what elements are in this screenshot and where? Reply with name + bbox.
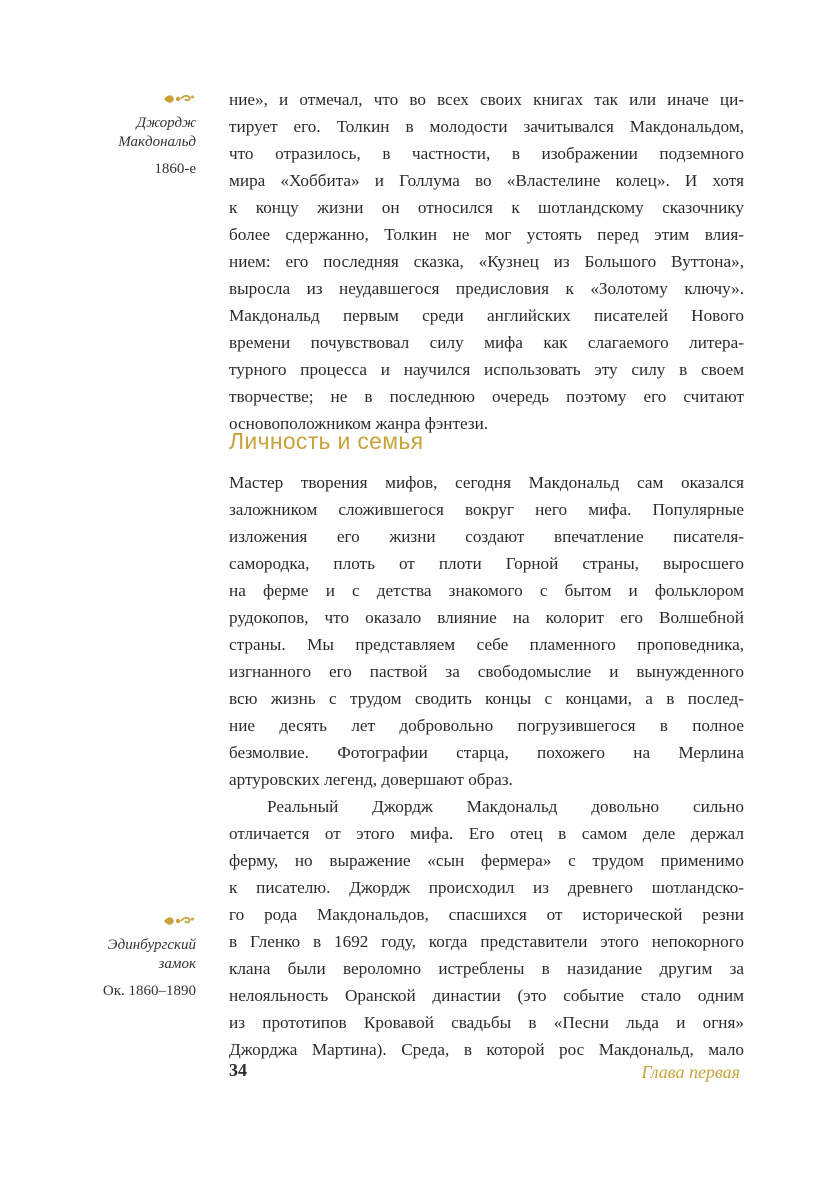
margin-date: 1860-е bbox=[154, 161, 196, 177]
fleuron-ornament-icon bbox=[56, 92, 196, 108]
text-line: самородка, плоть от плоти Горной страны, выросшего bbox=[229, 554, 744, 573]
text-line: Мастер творения мифов, сегодня Макдональд сам оказался bbox=[229, 473, 744, 492]
text-line: к писателю. Джордж происходил из древнего шотландско- bbox=[229, 878, 744, 897]
text-line: на ферме и с детства знакомого с бытом и фольклором bbox=[229, 581, 744, 600]
text-line: ферму, но выражение «сын фермера» с трудом применимо bbox=[229, 851, 744, 870]
text-line: Джорджа Мартина). Среда, в которой рос Макдональд, мало bbox=[229, 1040, 744, 1059]
text-line: Макдональд первым среди английских писателей Нового bbox=[229, 306, 744, 325]
text-line: более сдержанно, Толкин не мог устоять перед этим влия- bbox=[229, 225, 744, 244]
text-line: изложения его жизни создают впечатление писателя- bbox=[229, 527, 744, 546]
text-line: отличается от этого мифа. Его отец в самом деле держал bbox=[229, 824, 744, 843]
text-line: рудокопов, что оказало влияние на колорит его Волшебной bbox=[229, 608, 744, 627]
text-line: ние десять лет добровольно погрузившегося в полное bbox=[229, 716, 744, 735]
text-line: основоположником жанра фэнтези. bbox=[229, 414, 489, 433]
text-line: го рода Макдональдов, спасшихся от исторической резни bbox=[229, 905, 744, 924]
text-line: ние», и отмечал, что во всех своих книгах так или иначе ци- bbox=[229, 90, 744, 109]
text-line: изгнанного его паствой за свободомыслие и вынужденного bbox=[229, 662, 744, 681]
text-line: артуровских легенд, довершают образ. bbox=[229, 770, 513, 789]
text-line: в Гленко в 1692 году, когда представители этого непокорного bbox=[229, 932, 744, 951]
text-line: турного процесса и научился использовать эту силу в своем bbox=[229, 360, 744, 379]
text-line: к концу жизни он относился к шотландскому сказочнику bbox=[229, 198, 744, 217]
body-text-block-1 bbox=[229, 86, 744, 437]
text-line: нелояльность Оранской династии (это событие стало одним bbox=[229, 986, 744, 1005]
text-line: тирует его. Толкин в молодости зачитывался Макдональдом, bbox=[229, 117, 744, 136]
text-line: Реальный Джордж Макдональд довольно сильно bbox=[267, 797, 744, 816]
text-line: клана были вероломно истреблены в назидание другим за bbox=[229, 959, 744, 978]
text-line: безмолвие. Фотографии старца, похожего на Мерлина bbox=[229, 743, 744, 762]
text-line: времени почувствовал силу мифа как слагаемого литера- bbox=[229, 333, 744, 352]
text-line: всю жизнь с трудом сводить концы с концами, а в послед- bbox=[229, 689, 744, 708]
text-line: что отразилось, в частности, в изображении подземного bbox=[229, 144, 744, 163]
text-line: страны. Мы представляем себе пламенного проповедника, bbox=[229, 635, 744, 654]
text-line: выросла из неудавшегося предисловия к «Золотому ключу». bbox=[229, 279, 744, 298]
text-line: нием: его последняя сказка, «Кузнец из Большого Вуттона», bbox=[229, 252, 744, 271]
margin-caption: Джордж Макдональд bbox=[118, 115, 196, 150]
text-line: творчестве; не в последнюю очередь поэтому его считают bbox=[229, 387, 744, 406]
fleuron-ornament-icon bbox=[56, 914, 196, 930]
margin-date: Ок. 1860–1890 bbox=[102, 983, 196, 999]
text-line: из прототипов Кровавой свадьбы в «Песни льда и огня» bbox=[229, 1013, 744, 1032]
text-line: мира «Хоббита» и Голлума во «Властелине колец». И хотя bbox=[229, 171, 744, 190]
running-footer-chapter: Глава первая bbox=[641, 1062, 740, 1082]
text-line: заложником сложившегося вокруг него мифа. Популярные bbox=[229, 500, 744, 519]
margin-note-castle bbox=[56, 914, 196, 1001]
margin-caption: Эдинбургский замок bbox=[107, 937, 196, 972]
body-text-block-2 bbox=[229, 469, 744, 1063]
margin-note-portrait bbox=[56, 92, 196, 179]
section-heading: Личность и семья bbox=[229, 428, 424, 454]
page-number: 34 bbox=[229, 1060, 247, 1080]
